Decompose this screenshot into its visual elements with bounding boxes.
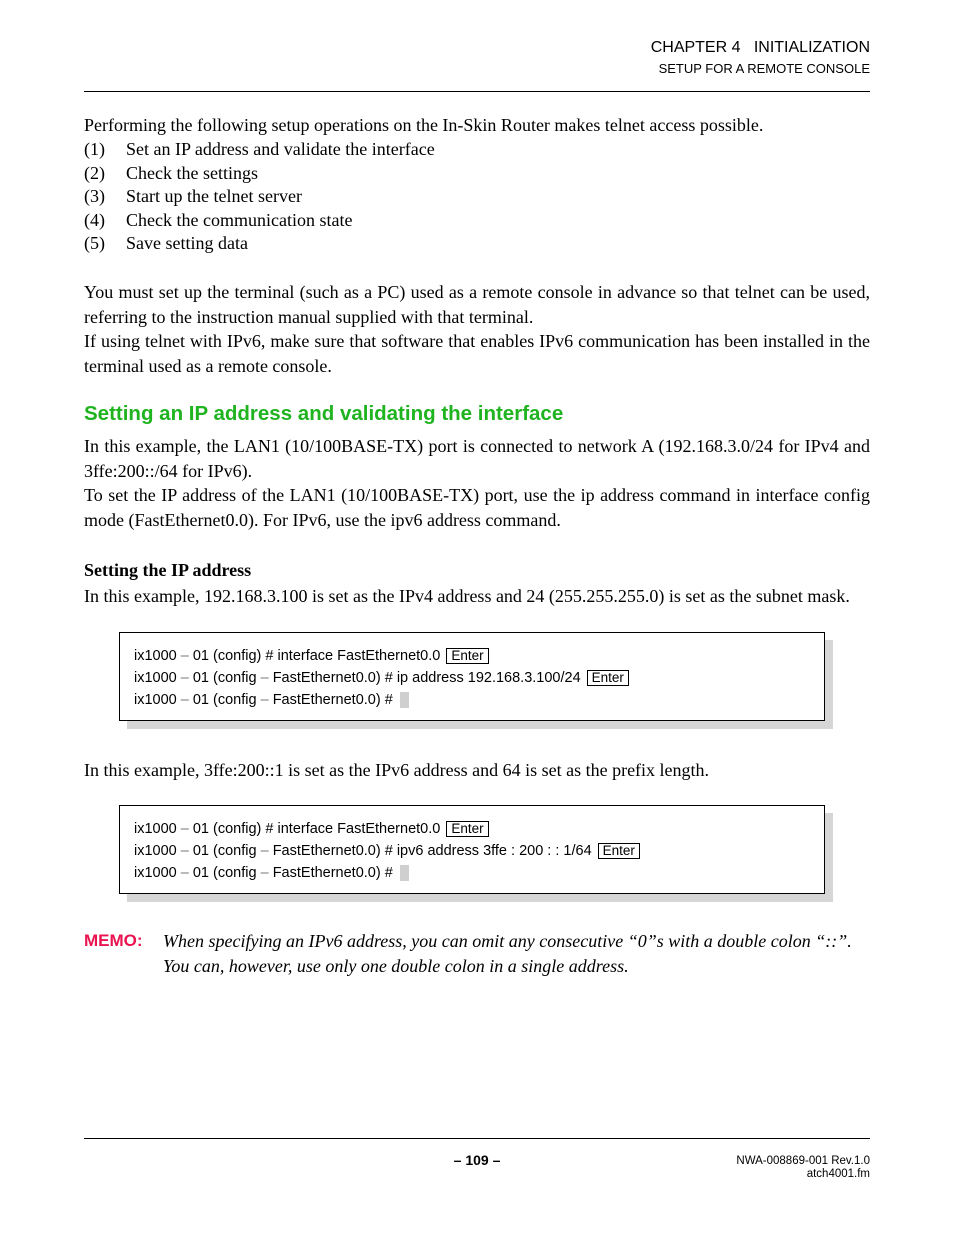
command-text: 01 (config) # interface FastEthernet0.0 xyxy=(188,648,441,664)
cursor-block xyxy=(400,692,409,708)
command-text: FastEthernet0.0) # ipv6 address 3ffe : 200 : : 1/64 xyxy=(268,843,592,859)
ipv4-command-box xyxy=(119,632,825,721)
prompt-dash: – xyxy=(180,843,189,859)
command-text: FastEthernet0.0) # ip address 192.168.3.100/24 xyxy=(268,670,581,686)
list-item-number: (3) xyxy=(84,186,105,206)
terminal-setup-paragraph: You must set up the terminal (such as a PC) used as a remote console in advance so that telnet can be used, referring to the instruction manual supplied with that terminal. xyxy=(84,282,870,327)
prompt-dash: – xyxy=(180,670,189,686)
prompt-host: ix1000 xyxy=(134,821,181,837)
enter-key: Enter xyxy=(587,670,629,686)
file-name: atch4001.fm xyxy=(806,1168,870,1180)
prompt-dash: – xyxy=(260,865,269,881)
ipv6-terminal-paragraph: If using telnet with IPv6, make sure that software that enables IPv6 communication has been installed in the terminal used as a remote console. xyxy=(84,331,870,376)
ipv6-command-box xyxy=(119,805,825,894)
document-id xyxy=(736,1155,870,1181)
section-title: Setting an IP address and validating the interface xyxy=(84,402,564,425)
command-line xyxy=(134,667,824,689)
command-line xyxy=(134,818,824,840)
list-item-number: (2) xyxy=(84,162,105,183)
command-line xyxy=(134,840,824,862)
command-text: 01 (config) # interface FastEthernet0.0 xyxy=(188,821,441,837)
list-item-text: Start up the telnet server xyxy=(126,186,302,206)
list-item xyxy=(84,162,870,186)
enter-key: Enter xyxy=(446,648,488,664)
prompt-dash: – xyxy=(260,692,269,708)
list-item xyxy=(84,232,870,256)
list-item xyxy=(84,209,870,233)
prompt-mode: 01 (config xyxy=(188,865,261,881)
prompt-host: ix1000 xyxy=(134,648,181,664)
prompt-dash: – xyxy=(260,670,269,686)
prompt-mode: 01 (config xyxy=(188,670,261,686)
command-text: FastEthernet0.0) # xyxy=(268,865,393,881)
subsection-title: Setting the IP address xyxy=(84,560,252,580)
header-rule xyxy=(84,91,870,92)
chapter-header: CHAPTER 4 INITIALIZATION xyxy=(650,39,870,56)
memo-label: MEMO: xyxy=(84,931,143,950)
section-paragraph-network: In this example, the LAN1 (10/100BASE-TX) port is connected to network A (192.168.3.0/24 for IPv4 and 3ffe:200::/64 for IPv6). xyxy=(84,436,870,481)
enter-key: Enter xyxy=(598,843,640,859)
prompt-dash: – xyxy=(180,865,189,881)
page-number: – 109 – xyxy=(453,1152,501,1168)
list-item xyxy=(84,185,870,209)
list-item xyxy=(84,138,870,162)
list-item-text: Check the communication state xyxy=(126,209,353,230)
list-item-number: (4) xyxy=(84,209,105,230)
intro-paragraph: Performing the following setup operations on the In-Skin Router makes telnet access possible. xyxy=(84,115,764,135)
list-item-text: Set an IP address and validate the interface xyxy=(126,139,435,159)
prompt-host: ix1000 xyxy=(134,692,181,708)
command-line xyxy=(134,689,824,711)
command-line xyxy=(134,645,824,667)
steps-list xyxy=(84,138,870,256)
prompt-mode: 01 (config xyxy=(188,692,261,708)
document-number: NWA-008869-001 Rev.1.0 xyxy=(736,1155,870,1167)
prompt-host: ix1000 xyxy=(134,670,181,686)
prompt-dash: – xyxy=(180,821,189,837)
cursor-block xyxy=(400,865,409,881)
memo-text: When specifying an IPv6 address, you can omit any consecutive “0”s with a double colon “::”. You can, however, use only one double colon in a single address. xyxy=(163,931,852,976)
section-header: SETUP FOR A REMOTE CONSOLE xyxy=(658,61,870,76)
prompt-mode: 01 (config xyxy=(188,843,261,859)
section-paragraph-command: To set the IP address of the LAN1 (10/100BASE-TX) port, use the ip address command in interface config mode (FastEthernet0.0). For IPv6, use the ipv6 address command. xyxy=(84,485,870,530)
footer-rule xyxy=(84,1138,870,1139)
list-item-number: (5) xyxy=(84,233,105,253)
list-item-text: Check the settings xyxy=(126,162,258,183)
ipv6-description: In this example, 3ffe:200::1 is set as the IPv6 address and 64 is set as the prefix length. xyxy=(84,760,710,780)
prompt-host: ix1000 xyxy=(134,865,181,881)
ipv4-description: In this example, 192.168.3.100 is set as the IPv4 address and 24 (255.255.255.0) is set as the subnet mask. xyxy=(84,586,850,606)
prompt-dash: – xyxy=(260,843,269,859)
enter-key: Enter xyxy=(446,821,488,837)
list-item-number: (1) xyxy=(84,139,105,159)
prompt-dash: – xyxy=(180,692,189,708)
command-line xyxy=(134,862,824,884)
list-item-text: Save setting data xyxy=(126,233,248,253)
prompt-dash: – xyxy=(180,648,189,664)
prompt-host: ix1000 xyxy=(134,843,181,859)
command-text: FastEthernet0.0) # xyxy=(268,692,393,708)
